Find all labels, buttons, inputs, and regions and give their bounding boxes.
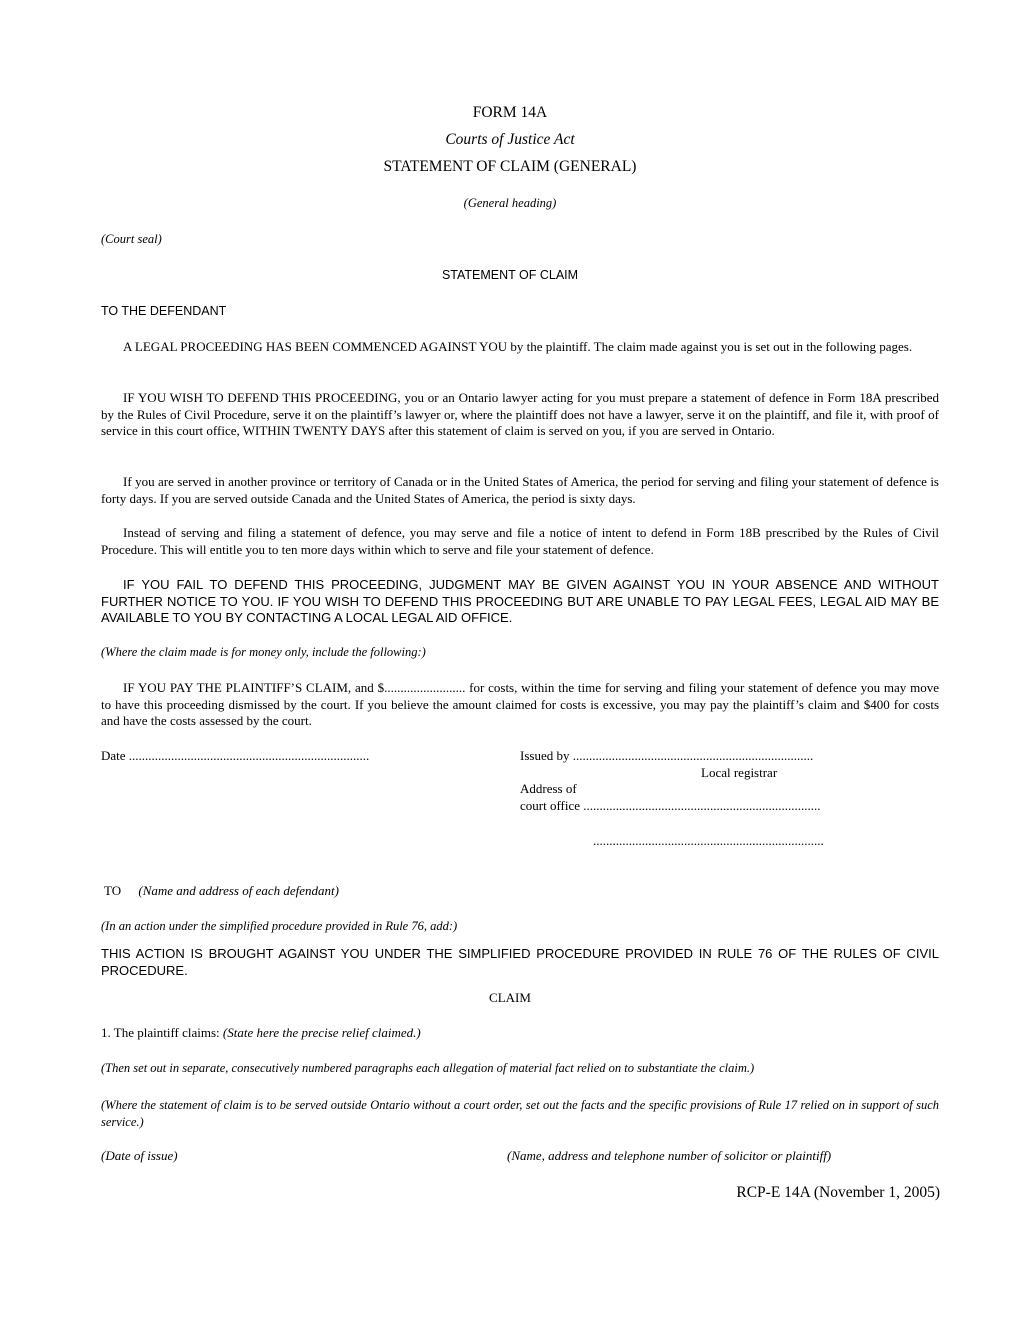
to-line — [104, 883, 339, 900]
form-title: STATEMENT OF CLAIM (GENERAL) — [383, 158, 637, 175]
statement-subtitle: STATEMENT OF CLAIM — [441, 268, 579, 282]
paragraph-commenced: A LEGAL PROCEEDING HAS BEEN COMMENCED AGAINST YOU by the plaintiff. The claim made against you is set out in the following pages. — [123, 339, 913, 354]
act-name: Courts of Justice Act — [445, 131, 575, 148]
paragraph-served-elsewhere: If you are served in another province or territory of Canada or in the United States of America, the period for serving and filing your statement of defence is forty days. If you are served outside Canada and the United States of America, the period is sixty days. — [101, 474, 939, 506]
court-office-line — [520, 798, 821, 815]
date-dots: .......................................................................... — [128, 748, 370, 763]
date-label: Date — [101, 748, 126, 763]
paragraphs-note: (Then set out in separate, consecutively numbered paragraphs each allegation of material fact relied on to substantiate the claim.) — [101, 1061, 755, 1075]
simplified-procedure-text: THIS ACTION IS BROUGHT AGAINST YOU UNDER THE SIMPLIFIED PROCEDURE PROVIDED IN RULE 76 OF THE RULES OF CIVIL PROCEDURE. — [101, 946, 939, 978]
form-identifier: RCP-E 14A (November 1, 2005) — [736, 1184, 940, 1201]
outside-ontario-note: (Where the statement of claim is to be served outside Ontario without a court order, set out the facts and the specific provisions of Rule 17 relied on in support of such service.) — [101, 1098, 939, 1129]
paragraph-defend: IF YOU WISH TO DEFEND THIS PROCEEDING, you or an Ontario lawyer acting for you must prepare a statement of defence in Form 18A prescribed by the Rules of Civil Procedure, serve it on the plaintiff’s lawyer or, where the plaintiff does not have a lawyer, serve it on the plaintiff, and file it, with proof of service in this court office, WITHIN TWENTY DAYS after this statement of claim is served on you, if you are served in Ontario. — [101, 390, 939, 438]
court-seal: (Court seal) — [101, 232, 162, 246]
issued-by-label: Issued by — [520, 748, 570, 763]
claim-item-1-note: (State here the precise relief claimed.) — [222, 1025, 421, 1040]
money-only-note: (Where the claim made is for money only, include the following:) — [101, 645, 426, 659]
to-defendant-note: (Name and address of each defendant) — [138, 883, 339, 898]
to-label: TO — [104, 883, 122, 898]
paragraph-pay-claim: IF YOU PAY THE PLAINTIFF’S CLAIM, and $......................... for costs, within the time for serving and filing your statement of defence you may move to have this proceeding dismissed by the court. If you believe the amount claimed for costs is excessive, you may pay the plaintiff’s claim and $400 for costs and have the costs assessed by the court. — [101, 680, 939, 728]
court-office-dots: ......................................................................... — [583, 798, 821, 813]
local-registrar: Local registrar — [701, 765, 778, 780]
form-number: FORM 14A — [472, 104, 548, 121]
address-of-label: Address of — [520, 781, 577, 796]
court-office-label: court office — [520, 798, 581, 813]
claim-item-1 — [101, 1025, 421, 1042]
address-extra-dots: ....................................................................... — [593, 833, 824, 848]
claim-item-1-label: 1. The plaintiff claims: — [101, 1025, 220, 1040]
paragraph-fail-to-defend: IF YOU FAIL TO DEFEND THIS PROCEEDING, JUDGMENT MAY BE GIVEN AGAINST YOU IN YOUR ABSENCE AND WITHOUT FURTHER NOTICE TO YOU. IF YOU WISH TO DEFEND THIS PROCEEDING BUT ARE UNABLE TO PAY LEGAL FEES, LEGAL AID MAY BE AVAILABLE TO YOU BY CONTACTING A LOCAL LEGAL AID OFFICE. — [101, 577, 939, 625]
issued-by-line — [520, 748, 813, 765]
date-line — [101, 748, 369, 765]
general-heading: (General heading) — [463, 196, 557, 210]
date-of-issue: (Date of issue) — [101, 1148, 178, 1163]
claim-heading: CLAIM — [489, 990, 531, 1005]
to-defendant-heading: TO THE DEFENDANT — [101, 304, 227, 318]
paragraph-notice-of-intent: Instead of serving and filing a statement of defence, you may serve and file a notice of intent to defend in Form 18B prescribed by the Rules of Civil Procedure. This will entitle you to ten more days within which to serve and file your statement of defence. — [101, 525, 939, 557]
simplified-note: (In an action under the simplified procedure provided in Rule 76, add:) — [101, 919, 458, 933]
issued-by-dots: .......................................................................... — [572, 748, 814, 763]
solicitor-details: (Name, address and telephone number of solicitor or plaintiff) — [507, 1148, 832, 1163]
